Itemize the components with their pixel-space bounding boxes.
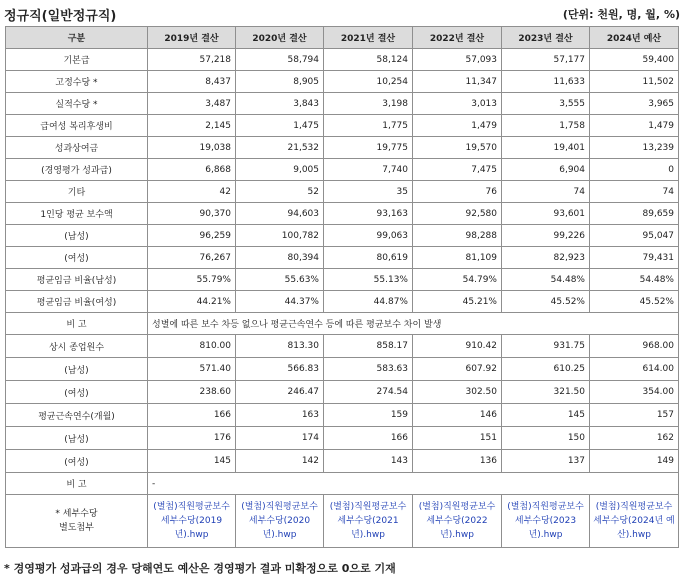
table-row xyxy=(6,71,679,93)
table-row xyxy=(6,381,679,404)
value-cell: 137 xyxy=(502,450,590,473)
value-cell: 94,603 xyxy=(236,203,324,225)
value-cell: 45.21% xyxy=(413,291,502,313)
value-cell: 19,401 xyxy=(502,137,590,159)
value-cell: 95,047 xyxy=(590,225,679,247)
value-cell: 90,370 xyxy=(148,203,236,225)
value-cell: 1,475 xyxy=(236,115,324,137)
attachment-link-2019[interactable]: (별첨)직원평균보수 세부수당(2019년).hwp xyxy=(148,495,236,548)
remark-section-1 xyxy=(6,313,679,335)
row-label: (경영평가 성과급) xyxy=(6,159,148,181)
table-row xyxy=(6,358,679,381)
value-cell: 96,259 xyxy=(148,225,236,247)
table-row xyxy=(6,181,679,203)
value-cell: 93,163 xyxy=(324,203,413,225)
value-cell: 44.21% xyxy=(148,291,236,313)
value-cell: 19,038 xyxy=(148,137,236,159)
value-cell: 55.79% xyxy=(148,269,236,291)
row-label: (남성) xyxy=(6,358,148,381)
row-label: 1인당 평균 보수액 xyxy=(6,203,148,225)
row-label: (남성) xyxy=(6,427,148,450)
value-cell: 52 xyxy=(236,181,324,203)
value-cell: 166 xyxy=(324,427,413,450)
table-row xyxy=(6,115,679,137)
table-row xyxy=(6,93,679,115)
value-cell: 151 xyxy=(413,427,502,450)
remark-text: - xyxy=(148,473,679,495)
value-cell: 321.50 xyxy=(502,381,590,404)
value-cell: 76 xyxy=(413,181,502,203)
pay-rows xyxy=(6,49,679,313)
row-label: (여성) xyxy=(6,450,148,473)
value-cell: 54.48% xyxy=(590,269,679,291)
value-cell: 57,218 xyxy=(148,49,236,71)
value-cell: 80,619 xyxy=(324,247,413,269)
remark-row xyxy=(6,473,679,495)
attachment-link-2024[interactable]: (별첨)직원평균보수 세부수당(2024년 예산).hwp xyxy=(590,495,679,548)
header-cell: 2023년 결산 xyxy=(502,27,590,49)
value-cell: 19,775 xyxy=(324,137,413,159)
value-cell: 7,475 xyxy=(413,159,502,181)
attachment-link-2023[interactable]: (별첨)직원평균보수 세부수당(2023년).hwp xyxy=(502,495,590,548)
value-cell: 44.37% xyxy=(236,291,324,313)
row-label: (여성) xyxy=(6,247,148,269)
value-cell: 11,502 xyxy=(590,71,679,93)
value-cell: 54.48% xyxy=(502,269,590,291)
value-cell: 143 xyxy=(324,450,413,473)
value-cell: 566.83 xyxy=(236,358,324,381)
value-cell: 58,124 xyxy=(324,49,413,71)
remark-label: 비 고 xyxy=(6,473,148,495)
table-row xyxy=(6,335,679,358)
attachment-link-2020[interactable]: (별첨)직원평균보수 세부수당(2020년).hwp xyxy=(236,495,324,548)
value-cell: 80,394 xyxy=(236,247,324,269)
value-cell: 42 xyxy=(148,181,236,203)
value-cell: 45.52% xyxy=(590,291,679,313)
value-cell: 1,775 xyxy=(324,115,413,137)
value-cell: 21,532 xyxy=(236,137,324,159)
value-cell: 157 xyxy=(590,404,679,427)
value-cell: 55.13% xyxy=(324,269,413,291)
attachment-row xyxy=(6,495,679,548)
value-cell: 89,659 xyxy=(590,203,679,225)
value-cell: 146 xyxy=(413,404,502,427)
row-label: 기타 xyxy=(6,181,148,203)
value-cell: 968.00 xyxy=(590,335,679,358)
row-label: 평균근속연수(개월) xyxy=(6,404,148,427)
attachment-label-line2: 별도첨부 xyxy=(59,523,94,533)
value-cell: 1,479 xyxy=(590,115,679,137)
value-cell: 610.25 xyxy=(502,358,590,381)
value-cell: 81,109 xyxy=(413,247,502,269)
value-cell: 9,005 xyxy=(236,159,324,181)
value-cell: 149 xyxy=(590,450,679,473)
value-cell: 583.63 xyxy=(324,358,413,381)
remark-label: 비 고 xyxy=(6,313,148,335)
header-cell: 구분 xyxy=(6,27,148,49)
value-cell: 0 xyxy=(590,159,679,181)
table-row xyxy=(6,450,679,473)
row-label: 실적수당 * xyxy=(6,93,148,115)
value-cell: 3,198 xyxy=(324,93,413,115)
value-cell: 238.60 xyxy=(148,381,236,404)
row-label: 급여성 복리후생비 xyxy=(6,115,148,137)
remark-row xyxy=(6,313,679,335)
table-row xyxy=(6,225,679,247)
value-cell: 1,479 xyxy=(413,115,502,137)
table-row xyxy=(6,159,679,181)
value-cell: 910.42 xyxy=(413,335,502,358)
value-cell: 74 xyxy=(502,181,590,203)
value-cell: 246.47 xyxy=(236,381,324,404)
row-label: 기본급 xyxy=(6,49,148,71)
value-cell: 8,437 xyxy=(148,71,236,93)
table-row xyxy=(6,291,679,313)
value-cell: 174 xyxy=(236,427,324,450)
value-cell: 3,487 xyxy=(148,93,236,115)
header-cell: 2020년 결산 xyxy=(236,27,324,49)
salary-table xyxy=(5,26,679,548)
value-cell: 858.17 xyxy=(324,335,413,358)
value-cell: 3,965 xyxy=(590,93,679,115)
value-cell: 76,267 xyxy=(148,247,236,269)
value-cell: 163 xyxy=(236,404,324,427)
header-cell: 2021년 결산 xyxy=(324,27,413,49)
value-cell: 79,431 xyxy=(590,247,679,269)
value-cell: 11,633 xyxy=(502,71,590,93)
row-label: (여성) xyxy=(6,381,148,404)
row-label: (남성) xyxy=(6,225,148,247)
value-cell: 274.54 xyxy=(324,381,413,404)
value-cell: 55.63% xyxy=(236,269,324,291)
row-label: 평균임금 비율(여성) xyxy=(6,291,148,313)
row-label: 평균임금 비율(남성) xyxy=(6,269,148,291)
value-cell: 571.40 xyxy=(148,358,236,381)
staff-rows xyxy=(6,335,679,473)
value-cell: 7,740 xyxy=(324,159,413,181)
value-cell: 150 xyxy=(502,427,590,450)
value-cell: 810.00 xyxy=(148,335,236,358)
value-cell: 302.50 xyxy=(413,381,502,404)
value-cell: 74 xyxy=(590,181,679,203)
value-cell: 3,843 xyxy=(236,93,324,115)
attachment-label xyxy=(6,495,148,548)
attachment-link-2022[interactable]: (별첨)직원평균보수 세부수당(2022년).hwp xyxy=(413,495,502,548)
value-cell: 93,601 xyxy=(502,203,590,225)
value-cell: 813.30 xyxy=(236,335,324,358)
value-cell: 57,177 xyxy=(502,49,590,71)
value-cell: 607.92 xyxy=(413,358,502,381)
value-cell: 92,580 xyxy=(413,203,502,225)
value-cell: 142 xyxy=(236,450,324,473)
value-cell: 99,063 xyxy=(324,225,413,247)
value-cell: 54.79% xyxy=(413,269,502,291)
value-cell: 19,570 xyxy=(413,137,502,159)
attachment-label-line1: * 세부수당 xyxy=(55,509,98,519)
value-cell: 59,400 xyxy=(590,49,679,71)
value-cell: 166 xyxy=(148,404,236,427)
value-cell: 162 xyxy=(590,427,679,450)
value-cell: 6,904 xyxy=(502,159,590,181)
value-cell: 44.87% xyxy=(324,291,413,313)
value-cell: 58,794 xyxy=(236,49,324,71)
value-cell: 159 xyxy=(324,404,413,427)
table-row xyxy=(6,203,679,225)
value-cell: 8,905 xyxy=(236,71,324,93)
value-cell: 614.00 xyxy=(590,358,679,381)
value-cell: 99,226 xyxy=(502,225,590,247)
value-cell: 10,254 xyxy=(324,71,413,93)
table-row xyxy=(6,247,679,269)
value-cell: 931.75 xyxy=(502,335,590,358)
value-cell: 3,013 xyxy=(413,93,502,115)
header-row xyxy=(6,27,679,49)
table-row xyxy=(6,404,679,427)
value-cell: 1,758 xyxy=(502,115,590,137)
unit-label: (단위: 천원, 명, 월, %) xyxy=(562,8,680,21)
table-row xyxy=(6,49,679,71)
remark-text: 성별에 따른 보수 차등 없으나 평균근속연수 등에 따른 평균보수 차이 발생 xyxy=(148,313,679,335)
value-cell: 11,347 xyxy=(413,71,502,93)
value-cell: 100,782 xyxy=(236,225,324,247)
header-cell: 2022년 결산 xyxy=(413,27,502,49)
table-row xyxy=(6,269,679,291)
value-cell: 82,923 xyxy=(502,247,590,269)
value-cell: 176 xyxy=(148,427,236,450)
footnote: * 경영평가 성과급의 경우 당해연도 예산은 경영평가 결과 미확정으로 0으로 기재 xyxy=(4,562,396,575)
table-row xyxy=(6,137,679,159)
table-row xyxy=(6,427,679,450)
value-cell: 13,239 xyxy=(590,137,679,159)
value-cell: 3,555 xyxy=(502,93,590,115)
value-cell: 145 xyxy=(148,450,236,473)
remark-section-2 xyxy=(6,473,679,548)
value-cell: 2,145 xyxy=(148,115,236,137)
header-cell: 2019년 결산 xyxy=(148,27,236,49)
header-cell: 2024년 예산 xyxy=(590,27,679,49)
page-title: 정규직(일반정규직) xyxy=(4,8,117,24)
attachment-link-2021[interactable]: (별첨)직원평균보수 세부수당(2021년).hwp xyxy=(324,495,413,548)
value-cell: 45.52% xyxy=(502,291,590,313)
row-label: 상시 종업원수 xyxy=(6,335,148,358)
value-cell: 136 xyxy=(413,450,502,473)
value-cell: 354.00 xyxy=(590,381,679,404)
value-cell: 35 xyxy=(324,181,413,203)
value-cell: 6,868 xyxy=(148,159,236,181)
value-cell: 57,093 xyxy=(413,49,502,71)
row-label: 성과상여금 xyxy=(6,137,148,159)
title-row xyxy=(4,4,680,24)
value-cell: 98,288 xyxy=(413,225,502,247)
value-cell: 145 xyxy=(502,404,590,427)
row-label: 고정수당 * xyxy=(6,71,148,93)
